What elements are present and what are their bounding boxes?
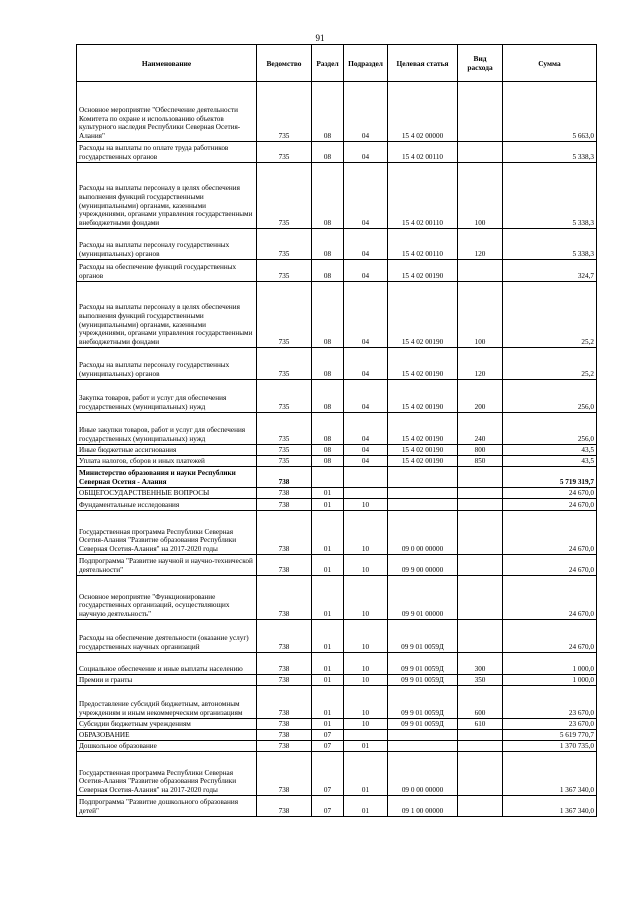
cell-name: Премии и гранты <box>77 675 257 686</box>
cell-name: Основное мероприятие "Функционирование государственных организаций, осуществляющих научную деятельность" <box>77 576 257 620</box>
cell-target: 15 4 02 00190 <box>388 413 458 445</box>
cell-subsection: 10 <box>344 576 388 620</box>
cell-section: 08 <box>312 282 344 348</box>
cell-exptype <box>458 511 503 555</box>
cell-dept: 738 <box>257 741 312 752</box>
table-row <box>77 163 597 229</box>
cell-name: Предоставление субсидий бюджетным, автономным учреждениям и иным некоммерческим организациям <box>77 686 257 719</box>
cell-dept: 738 <box>257 555 312 576</box>
table-row <box>77 620 597 653</box>
table-row <box>77 260 597 282</box>
cell-subsection: 10 <box>344 511 388 555</box>
cell-section: 08 <box>312 445 344 456</box>
cell-dept: 735 <box>257 142 312 163</box>
cell-subsection: 10 <box>344 499 388 511</box>
cell-exptype: 240 <box>458 413 503 445</box>
cell-amount: 5 338,3 <box>503 229 597 260</box>
cell-target <box>388 741 458 752</box>
cell-section: 01 <box>312 555 344 576</box>
cell-amount: 324,7 <box>503 260 597 282</box>
cell-section: 01 <box>312 686 344 719</box>
cell-amount: 1 370 735,0 <box>503 741 597 752</box>
cell-name: Расходы на выплаты персоналу государственных (муниципальных) органов <box>77 229 257 260</box>
cell-dept: 735 <box>257 456 312 467</box>
cell-section: 01 <box>312 576 344 620</box>
cell-name: Государственная программа Республики Северная Осетия-Алания "Развитие образования Республики Северная Осетия-Алания" на 2017-2020 годы <box>77 752 257 796</box>
cell-amount: 5 338,3 <box>503 142 597 163</box>
cell-amount: 256,0 <box>503 413 597 445</box>
cell-exptype <box>458 142 503 163</box>
table-row <box>77 511 597 555</box>
cell-dept: 738 <box>257 653 312 675</box>
cell-subsection <box>344 730 388 741</box>
cell-section: 08 <box>312 142 344 163</box>
cell-subsection: 01 <box>344 752 388 796</box>
header-subsection: Подраздел <box>344 45 388 82</box>
table-row <box>77 741 597 752</box>
table-row <box>77 576 597 620</box>
cell-exptype: 100 <box>458 163 503 229</box>
cell-name: ОБРАЗОВАНИЕ <box>77 730 257 741</box>
cell-exptype <box>458 82 503 142</box>
cell-section: 08 <box>312 229 344 260</box>
table-row <box>77 686 597 719</box>
cell-subsection: 01 <box>344 741 388 752</box>
cell-name: Министерство образования и науки Республики Северная Осетия - Алания <box>77 467 257 488</box>
cell-exptype: 300 <box>458 653 503 675</box>
cell-target: 15 4 02 00190 <box>388 456 458 467</box>
cell-dept: 738 <box>257 730 312 741</box>
cell-amount: 5 719 319,7 <box>503 467 597 488</box>
cell-subsection: 10 <box>344 653 388 675</box>
table-row <box>77 499 597 511</box>
cell-name: Расходы на выплаты персоналу в целях обеспечения выполнения функций государственными (муниципальными) органами, казенными учреждениями, органами управления государственными внебюджетными фондами <box>77 282 257 348</box>
cell-section: 07 <box>312 796 344 817</box>
cell-amount: 256,0 <box>503 380 597 413</box>
cell-dept: 738 <box>257 467 312 488</box>
cell-exptype: 200 <box>458 380 503 413</box>
cell-amount: 5 619 770,7 <box>503 730 597 741</box>
cell-section: 07 <box>312 752 344 796</box>
cell-target: 15 4 02 00110 <box>388 229 458 260</box>
table-row <box>77 142 597 163</box>
cell-target: 15 4 02 00110 <box>388 163 458 229</box>
cell-name: Основное мероприятие "Обеспечение деятельности Комитета по охране и использованию объектов культурного наследия Республики Северная Осетия-Алания" <box>77 82 257 142</box>
cell-subsection: 04 <box>344 380 388 413</box>
cell-section <box>312 467 344 488</box>
cell-section: 01 <box>312 488 344 499</box>
cell-target: 15 4 02 00190 <box>388 348 458 380</box>
cell-section: 01 <box>312 499 344 511</box>
cell-section: 08 <box>312 348 344 380</box>
cell-subsection: 04 <box>344 348 388 380</box>
table-row <box>77 555 597 576</box>
table-row <box>77 796 597 817</box>
header-dept: Ведомство <box>257 45 312 82</box>
cell-exptype <box>458 555 503 576</box>
cell-section: 07 <box>312 741 344 752</box>
cell-target <box>388 730 458 741</box>
cell-name: Расходы на выплаты по оплате труда работников государственных органов <box>77 142 257 163</box>
cell-target: 15 4 02 00110 <box>388 142 458 163</box>
cell-amount: 25,2 <box>503 282 597 348</box>
cell-amount: 43,5 <box>503 456 597 467</box>
cell-section: 01 <box>312 653 344 675</box>
cell-dept: 735 <box>257 163 312 229</box>
cell-subsection: 01 <box>344 796 388 817</box>
cell-dept: 735 <box>257 348 312 380</box>
cell-section: 01 <box>312 719 344 730</box>
cell-exptype <box>458 796 503 817</box>
cell-subsection: 04 <box>344 456 388 467</box>
cell-exptype <box>458 499 503 511</box>
table-row <box>77 752 597 796</box>
cell-exptype <box>458 488 503 499</box>
cell-dept: 738 <box>257 620 312 653</box>
cell-amount: 24 670,0 <box>503 620 597 653</box>
table-row <box>77 380 597 413</box>
cell-target: 15 4 02 00190 <box>388 445 458 456</box>
table-row <box>77 488 597 499</box>
cell-exptype <box>458 730 503 741</box>
cell-subsection: 04 <box>344 445 388 456</box>
cell-subsection: 04 <box>344 282 388 348</box>
cell-dept: 738 <box>257 686 312 719</box>
cell-name: Иные закупки товаров, работ и услуг для обеспечения государственных (муниципальных) нужд <box>77 413 257 445</box>
cell-target: 15 4 02 00190 <box>388 282 458 348</box>
cell-target <box>388 488 458 499</box>
cell-exptype <box>458 620 503 653</box>
cell-exptype: 350 <box>458 675 503 686</box>
table-header-row <box>77 45 597 82</box>
cell-subsection: 10 <box>344 719 388 730</box>
cell-section: 08 <box>312 456 344 467</box>
cell-exptype: 600 <box>458 686 503 719</box>
cell-target: 09 9 01 0059Д <box>388 653 458 675</box>
cell-target: 09 9 01 0059Д <box>388 675 458 686</box>
cell-amount: 23 670,0 <box>503 686 597 719</box>
header-amount: Сумма <box>503 45 597 82</box>
cell-exptype: 800 <box>458 445 503 456</box>
cell-subsection: 10 <box>344 620 388 653</box>
cell-dept: 735 <box>257 282 312 348</box>
header-exptype: Вид расхода <box>458 45 503 82</box>
cell-target <box>388 467 458 488</box>
cell-amount: 24 670,0 <box>503 555 597 576</box>
cell-exptype: 610 <box>458 719 503 730</box>
table-row <box>77 413 597 445</box>
cell-section: 08 <box>312 163 344 229</box>
table-row <box>77 675 597 686</box>
cell-name: Фундаментальные исследования <box>77 499 257 511</box>
cell-amount: 1 367 340,0 <box>503 752 597 796</box>
cell-target: 09 9 01 00000 <box>388 576 458 620</box>
page-number: 91 <box>315 33 325 43</box>
cell-exptype: 850 <box>458 456 503 467</box>
cell-section: 08 <box>312 260 344 282</box>
cell-section: 07 <box>312 730 344 741</box>
cell-name: Расходы на обеспечение функций государственных органов <box>77 260 257 282</box>
cell-name: Государственная программа Республики Северная Осетия-Алания "Развитие образования Республики Северная Осетия-Алания" на 2017-2020 годы <box>77 511 257 555</box>
table-body <box>77 82 597 817</box>
cell-exptype <box>458 752 503 796</box>
cell-section: 01 <box>312 620 344 653</box>
cell-section: 01 <box>312 511 344 555</box>
cell-dept: 738 <box>257 576 312 620</box>
cell-amount: 23 670,0 <box>503 719 597 730</box>
table-row <box>77 82 597 142</box>
table-row <box>77 467 597 488</box>
header-target: Целевая статья <box>388 45 458 82</box>
cell-dept: 738 <box>257 796 312 817</box>
cell-subsection: 10 <box>344 686 388 719</box>
cell-subsection: 10 <box>344 555 388 576</box>
cell-amount: 25,2 <box>503 348 597 380</box>
cell-dept: 735 <box>257 82 312 142</box>
cell-name: Расходы на выплаты персоналу государственных (муниципальных) органов <box>77 348 257 380</box>
cell-subsection <box>344 467 388 488</box>
cell-exptype: 120 <box>458 229 503 260</box>
cell-subsection: 04 <box>344 142 388 163</box>
cell-amount: 24 670,0 <box>503 488 597 499</box>
cell-amount: 24 670,0 <box>503 576 597 620</box>
cell-target: 09 0 00 00000 <box>388 752 458 796</box>
cell-target: 09 9 00 00000 <box>388 555 458 576</box>
cell-name: Расходы на выплаты персоналу в целях обеспечения выполнения функций государственными (муниципальными) органами, казенными учреждениями, органами управления государственными внебюджетными фондами <box>77 163 257 229</box>
cell-section: 08 <box>312 380 344 413</box>
cell-section: 08 <box>312 82 344 142</box>
cell-name: Дошкольное образование <box>77 741 257 752</box>
cell-target: 09 9 01 0059Д <box>388 620 458 653</box>
cell-name: Субсидии бюджетным учреждениям <box>77 719 257 730</box>
cell-subsection: 04 <box>344 260 388 282</box>
cell-subsection <box>344 488 388 499</box>
cell-section: 08 <box>312 413 344 445</box>
cell-amount: 5 338,3 <box>503 163 597 229</box>
cell-target: 15 4 02 00190 <box>388 380 458 413</box>
table-row <box>77 456 597 467</box>
cell-amount: 43,5 <box>503 445 597 456</box>
cell-name: Закупка товаров, работ и услуг для обеспечения государственных (муниципальных) нужд <box>77 380 257 413</box>
cell-exptype <box>458 467 503 488</box>
cell-subsection: 04 <box>344 413 388 445</box>
cell-target: 09 9 01 0059Д <box>388 719 458 730</box>
cell-target: 09 0 00 00000 <box>388 511 458 555</box>
cell-exptype <box>458 260 503 282</box>
cell-dept: 738 <box>257 511 312 555</box>
cell-target: 09 9 01 0059Д <box>388 686 458 719</box>
cell-target <box>388 499 458 511</box>
cell-target: 15 4 02 00000 <box>388 82 458 142</box>
cell-subsection: 04 <box>344 163 388 229</box>
cell-dept: 738 <box>257 499 312 511</box>
cell-dept: 735 <box>257 260 312 282</box>
cell-subsection: 04 <box>344 82 388 142</box>
cell-amount: 24 670,0 <box>503 499 597 511</box>
cell-exptype <box>458 741 503 752</box>
header-name: Наименование <box>77 45 257 82</box>
cell-target: 09 1 00 00000 <box>388 796 458 817</box>
cell-amount: 24 670,0 <box>503 511 597 555</box>
cell-dept: 738 <box>257 488 312 499</box>
cell-target: 15 4 02 00190 <box>388 260 458 282</box>
table-row <box>77 229 597 260</box>
table-row <box>77 653 597 675</box>
cell-dept: 735 <box>257 445 312 456</box>
cell-subsection: 04 <box>344 229 388 260</box>
cell-amount: 1 000,0 <box>503 653 597 675</box>
budget-table <box>76 44 597 817</box>
cell-name: Уплата налогов, сборов и иных платежей <box>77 456 257 467</box>
cell-exptype: 100 <box>458 282 503 348</box>
header-section: Раздел <box>312 45 344 82</box>
cell-name: Подпрограмма "Развитие дошкольного образования детей" <box>77 796 257 817</box>
cell-name: ОБЩЕГОСУДАРСТВЕННЫЕ ВОПРОСЫ <box>77 488 257 499</box>
cell-name: Социальное обеспечение и иные выплаты населению <box>77 653 257 675</box>
cell-subsection: 10 <box>344 675 388 686</box>
cell-amount: 1 367 340,0 <box>503 796 597 817</box>
cell-amount: 5 663,0 <box>503 82 597 142</box>
cell-exptype: 120 <box>458 348 503 380</box>
cell-dept: 738 <box>257 752 312 796</box>
cell-dept: 735 <box>257 413 312 445</box>
cell-dept: 735 <box>257 229 312 260</box>
cell-name: Подпрограмма "Развитие научной и научно-технической деятельности" <box>77 555 257 576</box>
cell-section: 01 <box>312 675 344 686</box>
cell-dept: 738 <box>257 675 312 686</box>
cell-exptype <box>458 576 503 620</box>
table-row <box>77 445 597 456</box>
table-row <box>77 730 597 741</box>
table-row <box>77 719 597 730</box>
table-row <box>77 348 597 380</box>
cell-name: Иные бюджетные ассигнования <box>77 445 257 456</box>
cell-name: Расходы на обеспечение деятельности (оказание услуг) государственных научных организаций <box>77 620 257 653</box>
cell-dept: 738 <box>257 719 312 730</box>
cell-dept: 735 <box>257 380 312 413</box>
cell-amount: 1 000,0 <box>503 675 597 686</box>
table-row <box>77 282 597 348</box>
